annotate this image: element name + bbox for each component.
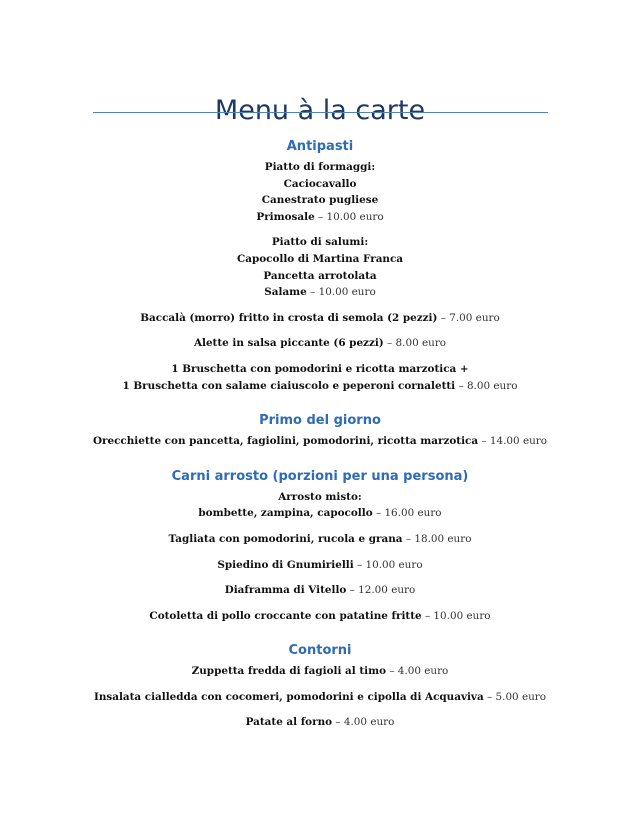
section-heading: Carni arrosto (porzioni per una persona) [171,468,469,484]
menu-item-name: Spiedino di Gnumirielli [217,558,354,571]
menu-item [0,361,640,394]
menu-item [0,310,640,327]
menu-item-line: Piatto di formaggi: [264,161,376,173]
menu-item-final-line [0,557,640,574]
menu-item-name: Orecchiette con pancetta, fagiolini, pomodorini, ricotta marzotica [92,435,479,448]
menu-item-name: Primosale [256,210,315,223]
menu-item [0,335,640,352]
menu-item [0,663,640,680]
menu-item-name: Diaframma di Vitello [224,584,347,597]
section-heading: Contorni [288,643,352,659]
menu-item-price: – 4.00 euro [389,665,449,678]
menu-item-name: 1 Bruschetta con salame ciaiuscolo e peperoni cornaletti [122,379,456,392]
menu-item [0,557,640,574]
menu-item [0,714,640,731]
menu-item-name: Salame [264,286,307,299]
menu-item-price: – 18.00 euro [405,532,472,545]
menu-item-name: Tagliata con pomodorini, rucola e grana [168,532,403,545]
menu-section [0,640,640,731]
menu-item-price: – 10.00 euro [424,609,491,622]
menu-section [0,466,640,625]
menu-item [0,433,640,450]
menu-item-final-line [0,714,640,731]
menu-item-name: Baccalà (morro) fritto in crosta di semola (2 pezzi) [140,311,438,324]
menu-item [0,531,640,548]
menu-item-final-line [0,531,640,548]
menu-item-final-line [0,209,640,226]
menu-item-line: 1 Bruschetta con pomodorini e ricotta marzotica + [171,362,469,375]
menu-item-final-line [0,608,640,625]
menu-item-final-line [0,663,640,680]
menu-item [0,159,640,225]
menu-item-final-line [0,689,640,706]
menu-item-name: Alette in salsa piccante (6 pezzi) [193,337,384,350]
menu-body [0,136,640,731]
menu-item-final-line [0,505,640,522]
menu-item-price: – 16.00 euro [375,507,442,520]
menu-item-name: Patate al forno [245,716,333,729]
menu-item-line: Arrosto misto: [278,490,362,503]
menu-item-price: – 10.00 euro [318,210,384,223]
menu-item-price: – 8.00 euro [387,337,447,350]
menu-item-final-line [0,582,640,599]
menu-item [0,608,640,625]
menu-item [0,489,640,522]
menu-item-name: Insalata cialledda con cocomeri, pomodorini e cipolla di Acquaviva [93,690,484,703]
menu-item-final-line [0,335,640,352]
menu-item-line: Piatto di salumi: [271,236,369,249]
menu-item-price: – 5.00 euro [487,690,547,703]
menu-item-price: – 10.00 euro [310,286,376,299]
menu-section [0,136,640,394]
menu-item-name: bombette, zampina, capocollo [198,507,373,520]
section-heading: Antipasti [286,139,354,154]
menu-item-price: – 8.00 euro [458,379,518,392]
menu-item-final-line [0,310,640,327]
menu-item-line: Canestrato pugliese [261,194,379,207]
menu-item-name: Zuppetta fredda di fagioli al timo [191,665,386,678]
menu-item-price: – 4.00 euro [335,716,395,729]
page-title: Menu à la carte [214,95,426,127]
menu-item-name: Cotoletta di pollo croccante con patatine fritte [149,609,422,622]
menu-section [0,410,640,450]
menu-item-price: – 12.00 euro [349,584,416,597]
menu-item-price: – 7.00 euro [440,311,500,324]
menu-item-line: Caciocavallo [283,177,357,190]
menu-item [0,689,640,706]
menu-item-final-line [0,378,640,395]
menu-item-line: Pancetta arrotolata [263,269,377,282]
menu-item-final-line [0,284,640,301]
section-heading: Primo del giorno [259,413,381,429]
title-divider [93,112,548,113]
menu-item [0,582,640,599]
menu-item-price: – 14.00 euro [481,435,548,448]
menu-item-final-line [0,433,640,450]
menu-item-line: Capocollo di Martina Franca [236,252,404,265]
menu-item-price: – 10.00 euro [356,558,423,571]
menu-item [0,234,640,300]
